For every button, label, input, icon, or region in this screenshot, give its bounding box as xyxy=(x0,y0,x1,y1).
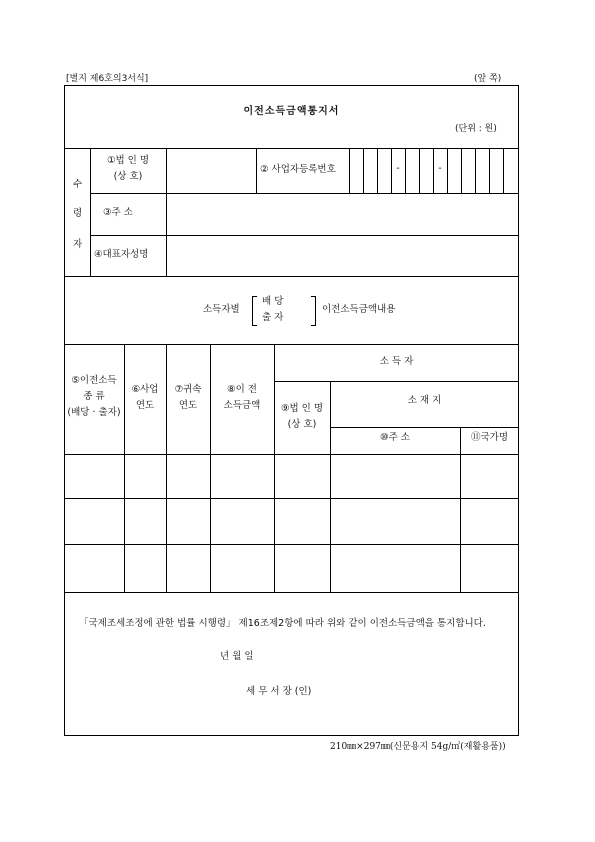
divider xyxy=(210,344,211,592)
biz-no-dash-1: - xyxy=(396,163,400,174)
divider xyxy=(124,344,125,592)
biz-no-box-line xyxy=(377,148,378,193)
biz-no-box-line xyxy=(475,148,476,193)
divider xyxy=(330,381,331,592)
section-suffix: 이전소득금액내용 xyxy=(322,304,396,315)
divider xyxy=(90,235,519,236)
recipient-side-label-1: 수 xyxy=(73,179,83,190)
col-location: 소 재 지 xyxy=(407,395,442,406)
col-country: ⑪국가명 xyxy=(470,432,509,443)
divider xyxy=(64,148,519,149)
section-prefix: 소득자별 xyxy=(203,304,240,315)
divider xyxy=(64,276,519,277)
divider xyxy=(90,193,519,194)
recipient-side-label-2: 령 xyxy=(73,208,83,219)
col-attribution-year-1: ⑦귀속 xyxy=(174,384,202,395)
option-dividend: 배 당 xyxy=(262,296,284,307)
biz-no-box-line xyxy=(461,148,462,193)
col-transfer-amount-2: 소득금액 xyxy=(223,400,261,411)
document-title: 이전소득금액통지서 xyxy=(243,106,340,117)
notice-date: 년 월 일 xyxy=(220,651,254,662)
col-address: ⑩주 소 xyxy=(380,432,410,443)
biz-no-box-line xyxy=(489,148,490,193)
biz-no-box-line xyxy=(503,148,504,193)
page-side-label: (앞 쪽) xyxy=(474,74,502,84)
representative-name-label: ④대표자성명 xyxy=(94,249,149,260)
divider xyxy=(166,344,167,592)
trade-name-label: (상 호) xyxy=(113,171,143,182)
divider xyxy=(460,427,461,592)
divider xyxy=(349,148,350,193)
paper-spec: 210㎜×297㎜(신문용지 54g/㎡(재활용품)) xyxy=(330,742,506,752)
col-income-type-1: ⑤이전소득 xyxy=(71,375,117,386)
col-income-earner: 소 득 자 xyxy=(379,356,414,367)
divider xyxy=(256,148,257,193)
notice-signature: 세 무 서 장 (인) xyxy=(246,686,312,697)
corp-name-label: ①법 인 명 xyxy=(106,155,150,166)
divider xyxy=(64,454,519,455)
divider xyxy=(166,148,167,276)
divider xyxy=(64,592,519,593)
divider xyxy=(64,344,519,345)
bracket-right xyxy=(311,296,316,326)
col-transfer-amount-1: ⑧이 전 xyxy=(227,384,257,395)
col-income-type-3: (배당 · 출자) xyxy=(67,407,121,418)
recipient-side-label-3: 자 xyxy=(73,239,83,250)
option-investment: 출 자 xyxy=(262,312,284,323)
biz-no-box-line xyxy=(447,148,448,193)
divider xyxy=(90,148,91,276)
address-label: ③주 소 xyxy=(103,207,133,218)
biz-no-box-line xyxy=(419,148,420,193)
notice-text: 「국제조세조정에 관한 법률 시행령」 제16조제2항에 따라 위와 같이 이전소득금액을 통지합니다. xyxy=(79,618,486,629)
divider xyxy=(274,381,519,382)
col-business-year-1: ⑥사업 xyxy=(131,384,159,395)
col-income-type-2: 종 류 xyxy=(83,391,105,402)
bracket-left xyxy=(252,296,257,326)
unit-label: (단위 : 원) xyxy=(455,124,497,134)
biz-no-box-line xyxy=(405,148,406,193)
divider xyxy=(64,544,519,545)
col-corp-name-2: (상 호) xyxy=(287,419,317,430)
col-attribution-year-2: 연도 xyxy=(178,400,198,411)
col-corp-name-1: ⑨법 인 명 xyxy=(280,403,324,414)
biz-no-dash-2: - xyxy=(438,163,442,174)
divider xyxy=(64,498,519,499)
divider xyxy=(330,427,519,428)
biz-no-box-line xyxy=(363,148,364,193)
form-number: [별지 제6호의3서식] xyxy=(66,74,149,84)
biz-reg-no-label: ② 사업자등록번호 xyxy=(260,164,336,175)
col-business-year-2: 연도 xyxy=(135,400,155,411)
